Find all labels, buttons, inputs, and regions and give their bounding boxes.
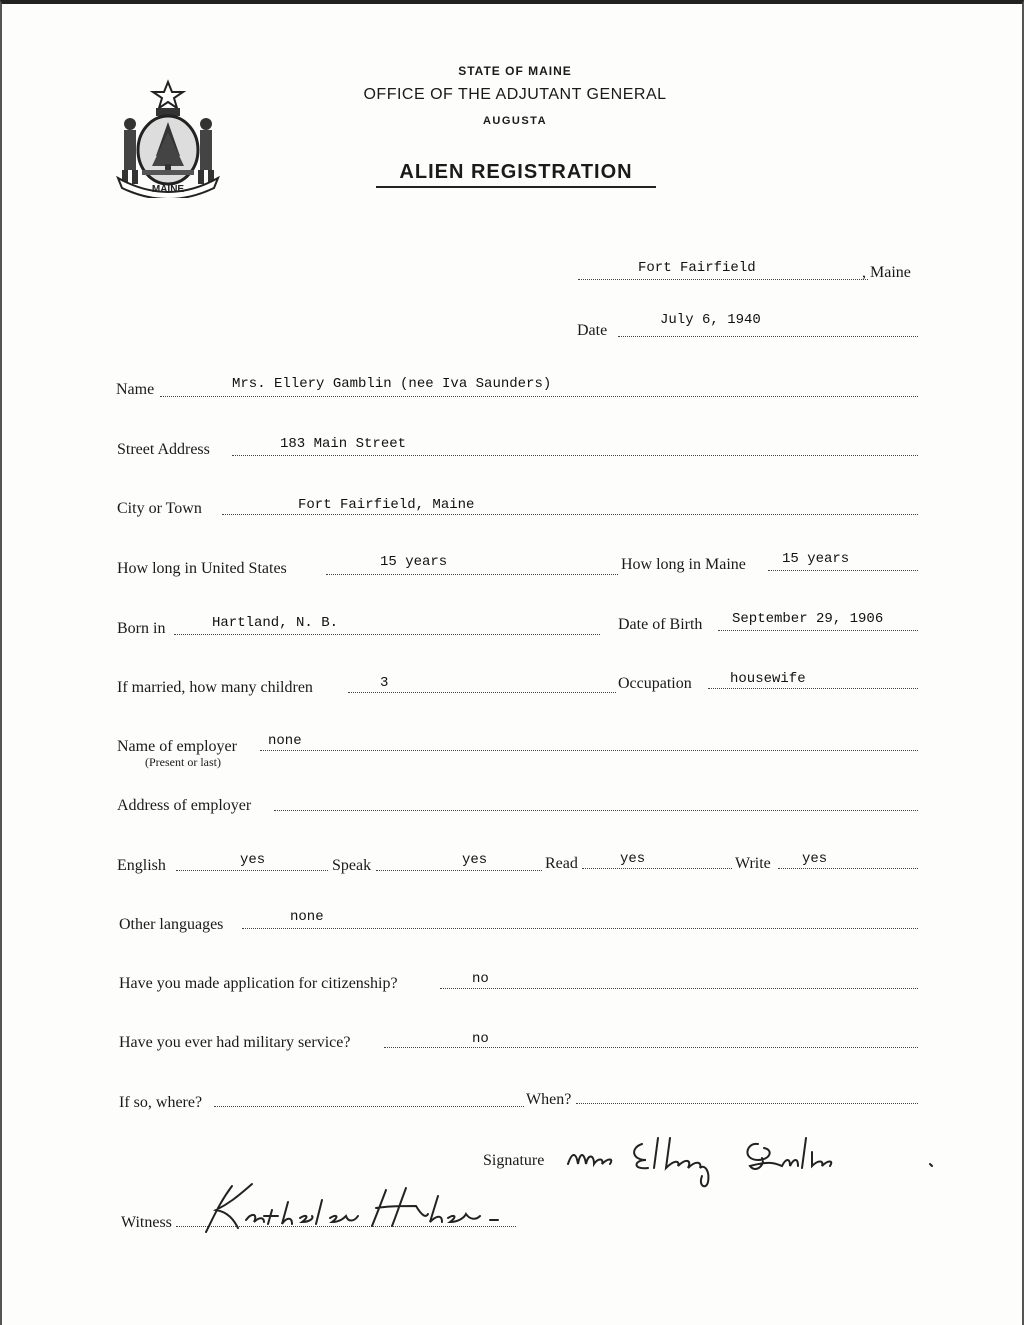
read-label: Read (545, 855, 578, 872)
street-address-line (232, 455, 918, 456)
military-value: no (472, 1031, 489, 1047)
location-line (578, 279, 868, 280)
where-label: If so, where? (119, 1094, 203, 1111)
children-label: If married, how many children (117, 679, 313, 696)
occupation-value: housewife (730, 671, 806, 687)
employer-line (260, 750, 918, 751)
location-state-label: , Maine (862, 264, 911, 281)
born-in-label: Born in (117, 620, 166, 637)
header-state: STATE OF MAINE (458, 64, 572, 78)
when-line (576, 1103, 918, 1104)
born-in-value: Hartland, N. B. (212, 615, 339, 631)
children-line (348, 692, 616, 693)
english-label: English (117, 857, 166, 874)
occupation-label: Occupation (618, 675, 692, 692)
employer-value: none (268, 733, 302, 749)
date-line (618, 336, 918, 337)
seal-banner-text: MAINE (151, 184, 185, 195)
document-title: ALIEN REGISTRATION (376, 161, 656, 188)
citizenship-value: no (472, 971, 489, 987)
write-label: Write (735, 855, 771, 872)
employer-sublabel: (Present or last) (145, 755, 221, 769)
speak-line (376, 870, 542, 871)
witness-label: Witness (121, 1214, 172, 1231)
read-value: yes (620, 851, 646, 867)
when-label: When? (526, 1091, 572, 1108)
citizenship-line (440, 988, 918, 989)
employer-address-line (274, 810, 918, 811)
citizenship-label: Have you made application for citizenship? (119, 975, 398, 992)
name-label: Name (116, 381, 155, 398)
write-line (778, 868, 918, 869)
date-of-birth-label: Date of Birth (618, 616, 703, 633)
maine-duration-value: 15 years (782, 551, 850, 567)
location-town-value: Fort Fairfield (638, 260, 756, 276)
maine-duration-line (768, 570, 918, 571)
maine-state-seal-icon (112, 78, 224, 198)
military-line (384, 1047, 918, 1048)
witness-signature-icon (180, 1176, 510, 1236)
signature-label: Signature (483, 1152, 545, 1169)
city-line (222, 514, 918, 515)
us-duration-line (326, 574, 618, 575)
date-of-birth-line (718, 630, 918, 631)
speak-value: yes (462, 852, 488, 868)
employer-address-label: Address of employer (117, 797, 252, 814)
header-office: OFFICE OF THE ADJUTANT GENERAL (363, 86, 667, 103)
header-city: AUGUSTA (482, 115, 548, 127)
date-label: Date (577, 322, 608, 339)
signature-handwriting-icon (550, 1130, 950, 1190)
speak-label: Speak (332, 857, 372, 874)
city-value: Fort Fairfield, Maine (298, 497, 475, 513)
where-line (214, 1106, 524, 1107)
name-line (160, 396, 918, 397)
maine-duration-label: How long in Maine (621, 556, 746, 573)
english-value: yes (240, 852, 266, 868)
street-address-label: Street Address (117, 441, 210, 458)
city-label: City or Town (117, 500, 202, 517)
military-label: Have you ever had military service? (119, 1034, 351, 1051)
born-in-line (174, 634, 600, 635)
read-line (582, 868, 732, 869)
name-value: Mrs. Ellery Gamblin (nee Iva Saunders) (232, 376, 552, 392)
us-duration-label: How long in United States (117, 560, 287, 577)
children-value: 3 (380, 675, 389, 691)
english-line (176, 870, 328, 871)
other-languages-label: Other languages (119, 916, 224, 933)
other-languages-value: none (290, 909, 324, 925)
date-of-birth-value: September 29, 1906 (732, 611, 884, 627)
date-value: July 6, 1940 (660, 312, 761, 328)
write-value: yes (802, 851, 828, 867)
street-address-value: 183 Main Street (280, 436, 407, 452)
us-duration-value: 15 years (380, 554, 448, 570)
other-languages-line (242, 928, 918, 929)
employer-label: Name of employer (117, 738, 237, 755)
occupation-line (708, 688, 918, 689)
